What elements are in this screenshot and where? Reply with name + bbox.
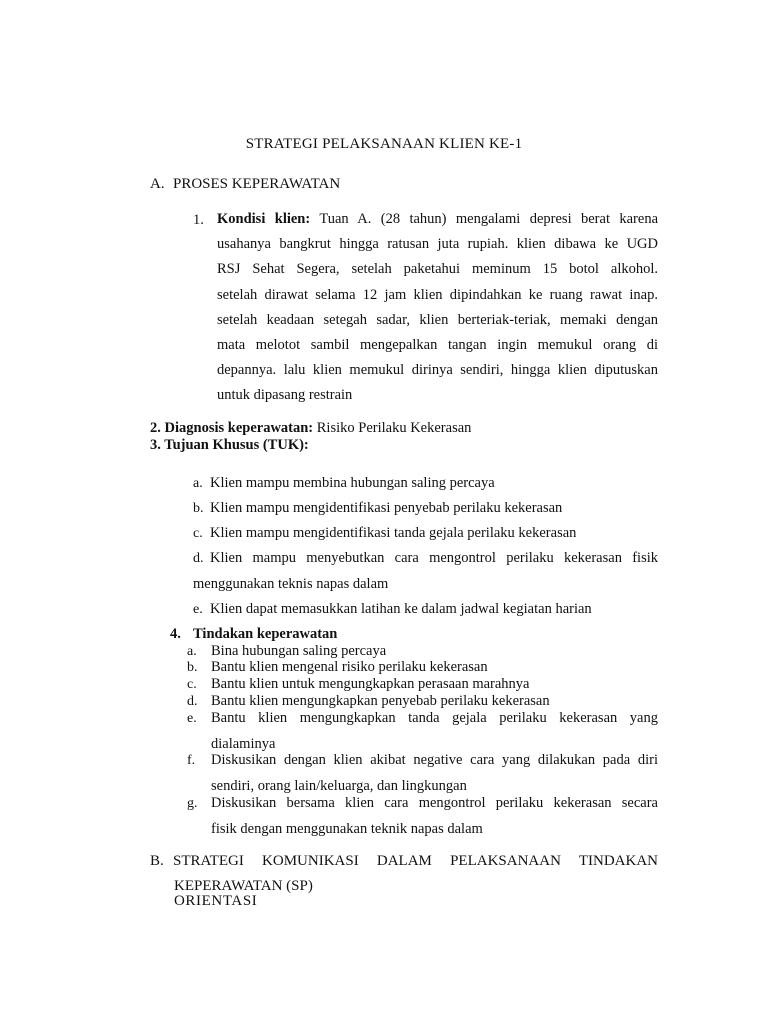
tuk-item-d: Klien mampu menyebutkan cara mengontrol perilaku kekerasan fisik bbox=[210, 550, 658, 566]
kondisi-line-2: usahanya bangkrut hingga ratusan juta rupiah. klien dibawa ke UGD bbox=[217, 236, 658, 253]
tuk-heading: 3. Tujuan Khusus (TUK): bbox=[150, 437, 309, 453]
tindakan-heading: Tindakan keperawatan bbox=[193, 626, 338, 642]
tuk-item-d-cont: menggunakan teknis napas dalam bbox=[193, 576, 389, 592]
tindakan-marker-d: d. bbox=[187, 694, 198, 709]
kondisi-line-7: depannya. lalu klien memukul dirinya sendiri, hingga klien diputuskan bbox=[217, 362, 658, 379]
tindakan-item-g: Diskusikan bersama klien cara mengontrol perilaku kekerasan secara bbox=[211, 795, 658, 811]
section-a-marker: A. bbox=[150, 176, 165, 192]
section-b-line-2: KEPERAWATAN (SP) bbox=[174, 878, 313, 894]
tindakan-marker-b: b. bbox=[187, 660, 198, 675]
tindakan-item-f: Diskusikan dengan klien akibat negative cara yang dilakukan pada diri bbox=[211, 752, 658, 768]
tindakan-item-b: Bantu klien mengenal risiko perilaku kekerasan bbox=[211, 659, 488, 675]
kondisi-label: Kondisi klien: bbox=[217, 211, 311, 227]
tuk-marker-e: e. bbox=[193, 602, 203, 617]
kondisi-line-5: setelah keadaan setegah sadar, klien berteriak-teriak, memaki dengan bbox=[217, 311, 658, 328]
kondisi-number: 1. bbox=[193, 212, 204, 228]
tindakan-item-c: Bantu klien untuk mengungkapkan perasaan marahnya bbox=[211, 676, 530, 692]
diagnosis-label: 2. Diagnosis keperawatan: bbox=[150, 420, 314, 436]
section-b-line-1: STRATEGI KOMUNIKASI DALAM PELAKSANAAN TINDAKAN bbox=[173, 853, 658, 869]
kondisi-line-4: setelah dirawat selama 12 jam klien dipindahkan ke ruang rawat inap. bbox=[217, 286, 658, 303]
tuk-marker-b: b. bbox=[193, 501, 204, 516]
tindakan-marker-e: e. bbox=[187, 711, 197, 726]
tindakan-number: 4. bbox=[170, 626, 181, 642]
tuk-item-c: Klien mampu mengidentifikasi tanda gejala perilaku kekerasan bbox=[210, 525, 577, 541]
tindakan-item-d: Bantu klien mengungkapkan penyebab perilaku kekerasan bbox=[211, 693, 550, 709]
tuk-item-e: Klien dapat memasukkan latihan ke dalam jadwal kegiatan harian bbox=[210, 601, 592, 617]
tindakan-item-g-cont: fisik dengan menggunakan teknik napas dalam bbox=[211, 821, 483, 837]
tindakan-marker-c: c. bbox=[187, 677, 197, 692]
kondisi-line-1: Tuan A. (28 tahun) mengalami depresi berat karena bbox=[319, 211, 659, 227]
tindakan-marker-f: f. bbox=[187, 753, 196, 768]
section-a-heading: PROSES KEPERAWATAN bbox=[173, 176, 341, 192]
tuk-marker-a: a. bbox=[193, 476, 203, 491]
section-b-line-3: ORIENTASI bbox=[174, 893, 258, 909]
tindakan-item-f-cont: sendiri, orang lain/keluarga, dan lingkungan bbox=[211, 778, 467, 794]
tindakan-item-e-cont: dialaminya bbox=[211, 736, 276, 752]
tuk-marker-d: d. bbox=[193, 551, 204, 566]
tindakan-marker-a: a. bbox=[187, 644, 197, 659]
kondisi-paragraph bbox=[217, 207, 658, 409]
kondisi-line-3: RSJ Sehat Segera, setelah paketahui meminum 15 botol alkohol. bbox=[217, 261, 658, 278]
kondisi-line-6: mata melotot sambil mengepalkan tangan ingin memukul orang di bbox=[217, 336, 658, 353]
document-title: STRATEGI PELAKSANAAN KLIEN KE-1 bbox=[245, 136, 523, 152]
tuk-item-b: Klien mampu mengidentifikasi penyebab perilaku kekerasan bbox=[210, 500, 563, 516]
tuk-marker-c: c. bbox=[193, 526, 203, 541]
tindakan-marker-g: g. bbox=[187, 796, 198, 811]
tindakan-item-a: Bina hubungan saling percaya bbox=[211, 643, 387, 659]
kondisi-line-8: untuk dipasang restrain bbox=[217, 387, 353, 404]
diagnosis-row bbox=[150, 420, 471, 437]
tindakan-item-e: Bantu klien mengungkapkan tanda gejala perilaku kekerasan yang bbox=[211, 710, 658, 726]
diagnosis-value: Risiko Perilaku Kekerasan bbox=[316, 420, 472, 436]
section-b-marker: B. bbox=[150, 853, 164, 869]
tuk-item-a: Klien mampu membina hubungan saling percaya bbox=[210, 475, 495, 491]
